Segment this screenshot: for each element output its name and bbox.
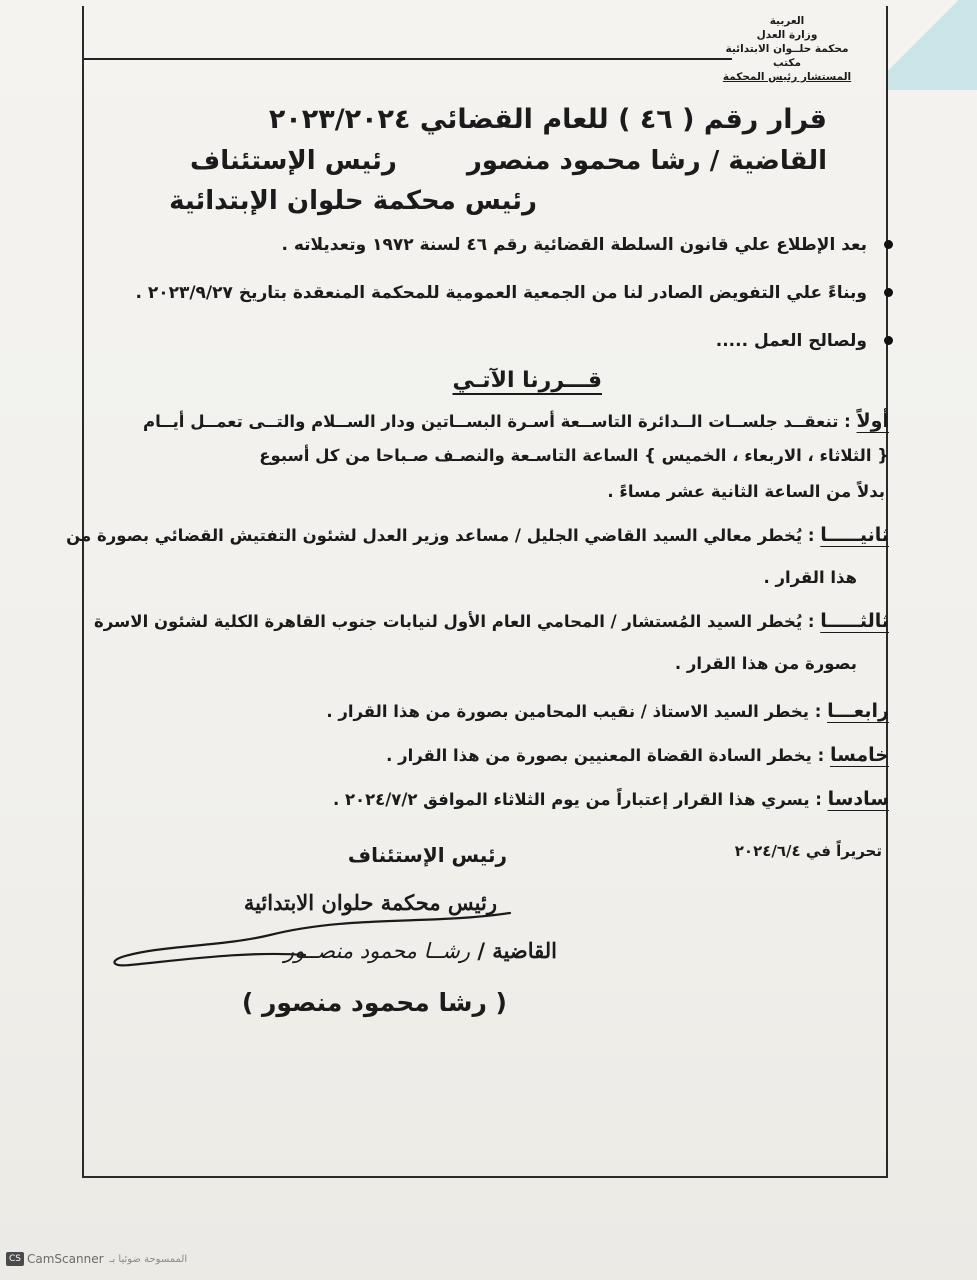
judge-handwritten: رشــا محمود منصــور	[283, 939, 471, 963]
letterhead	[707, 14, 867, 84]
article-label: ثالثـــــا	[820, 610, 889, 632]
judge-line	[147, 146, 827, 176]
scanner-app-name: CamScanner	[27, 1252, 104, 1266]
article-text: : يخطر السادة القضاة المعنيين بصورة من هذا القرار .	[386, 746, 825, 765]
judge-role: رئيس الإستئناف	[190, 146, 397, 176]
letterhead-office: مكتب	[772, 57, 801, 69]
article-third	[94, 610, 889, 632]
article-fourth	[104, 700, 889, 722]
signatory-title: رئيس الإستئناف	[347, 843, 507, 867]
preamble-item: ولصالح العمل .....	[107, 324, 897, 372]
decree-title: قرار رقم ( ٤٦ ) للعام القضائي ٢٠٢٣/٢٠٢٤	[268, 104, 827, 135]
article-label: ثانيـــــا	[820, 524, 889, 546]
article-sixth	[104, 788, 889, 810]
article-text: : يُخطر السيد المُستشار / المحامي العام الأول لنيابات جنوب القاهرة الكلية لشئون الاسرة	[94, 612, 815, 631]
signatory-name: ( رشا محمود منصور )	[241, 988, 507, 1017]
article-text: : يُخطر معالي السيد القاضي الجليل / مساعد وزير العدل لشئون التفتيش القضائي بصورة من	[66, 526, 815, 545]
scanner-caption: الممسوحة ضوئيا بـ	[109, 1253, 188, 1265]
article-second	[66, 524, 889, 546]
article-first-cont: { الثلاثاء ، الاربعاء ، الخميس } الساعة التاسـعة والنصـف صـباحا من كل أسبوع	[259, 446, 889, 465]
letterhead-line: العربية	[769, 15, 805, 27]
preamble-item: بعد الإطلاع علي قانون السلطة القضائية رقم ٤٦ لسنة ١٩٧٢ وتعديلاته .	[107, 228, 897, 276]
article-fifth	[104, 744, 889, 766]
article-text: : تنعقــد جلســات الــدائرة التاســعة أسـرة البســاتين ودار الســلام والتــى تعمــل أيــام	[143, 412, 851, 431]
article-third-cont: بصورة من هذا القرار .	[674, 654, 857, 673]
preamble-item: وبناءً علي التفويض الصادر لنا من الجمعية العمومية للمحكمة المنعقدة بتاريخ ٢٠٢٣/٩/٢٧ .	[107, 276, 897, 324]
article-text: : يخطر السيد الاستاذ / نقيب المحامين بصورة من هذا القرار .	[326, 702, 822, 721]
article-label: رابعـــا	[827, 700, 889, 722]
article-text: : يسري هذا القرار إعتباراً من يوم الثلاثاء الموافق ٢٠٢٤/٧/٢ .	[332, 790, 822, 809]
article-first	[104, 410, 889, 432]
letterhead-ministry: وزارة العدل	[756, 29, 818, 41]
letterhead-chief: المستشار رئيس المحكمة	[722, 71, 852, 83]
judge-prefix: القاضية /	[477, 938, 557, 963]
article-second-cont: هذا القرار .	[763, 568, 857, 587]
letterhead-court: محكمة حلــوان الابتدائية	[725, 43, 849, 55]
judge-name: القاضية / رشا محمود منصور	[466, 146, 827, 176]
article-first-cont: بدلاً من الساعة الثانية عشر مساءً .	[607, 482, 885, 501]
court-title: رئيس محكمة حلوان الإبتدائية	[169, 186, 537, 216]
tape-corner	[887, 0, 977, 90]
article-label: أولاً	[856, 410, 889, 432]
scanner-watermark	[6, 1252, 226, 1274]
article-label: خامسا	[829, 744, 889, 766]
camscanner-icon: CS	[6, 1252, 24, 1266]
written-date: تحريراً في ٢٠٢٤/٦/٤	[734, 842, 882, 860]
preamble-list	[107, 228, 897, 372]
header-rule	[84, 58, 732, 60]
article-label: سادسا	[827, 788, 889, 810]
signature-scribble	[100, 905, 520, 985]
signatory-court: رئيس محكمة حلوان الابتدائية	[243, 890, 497, 915]
decided-heading: قـــررنا الآتـي	[452, 368, 602, 393]
